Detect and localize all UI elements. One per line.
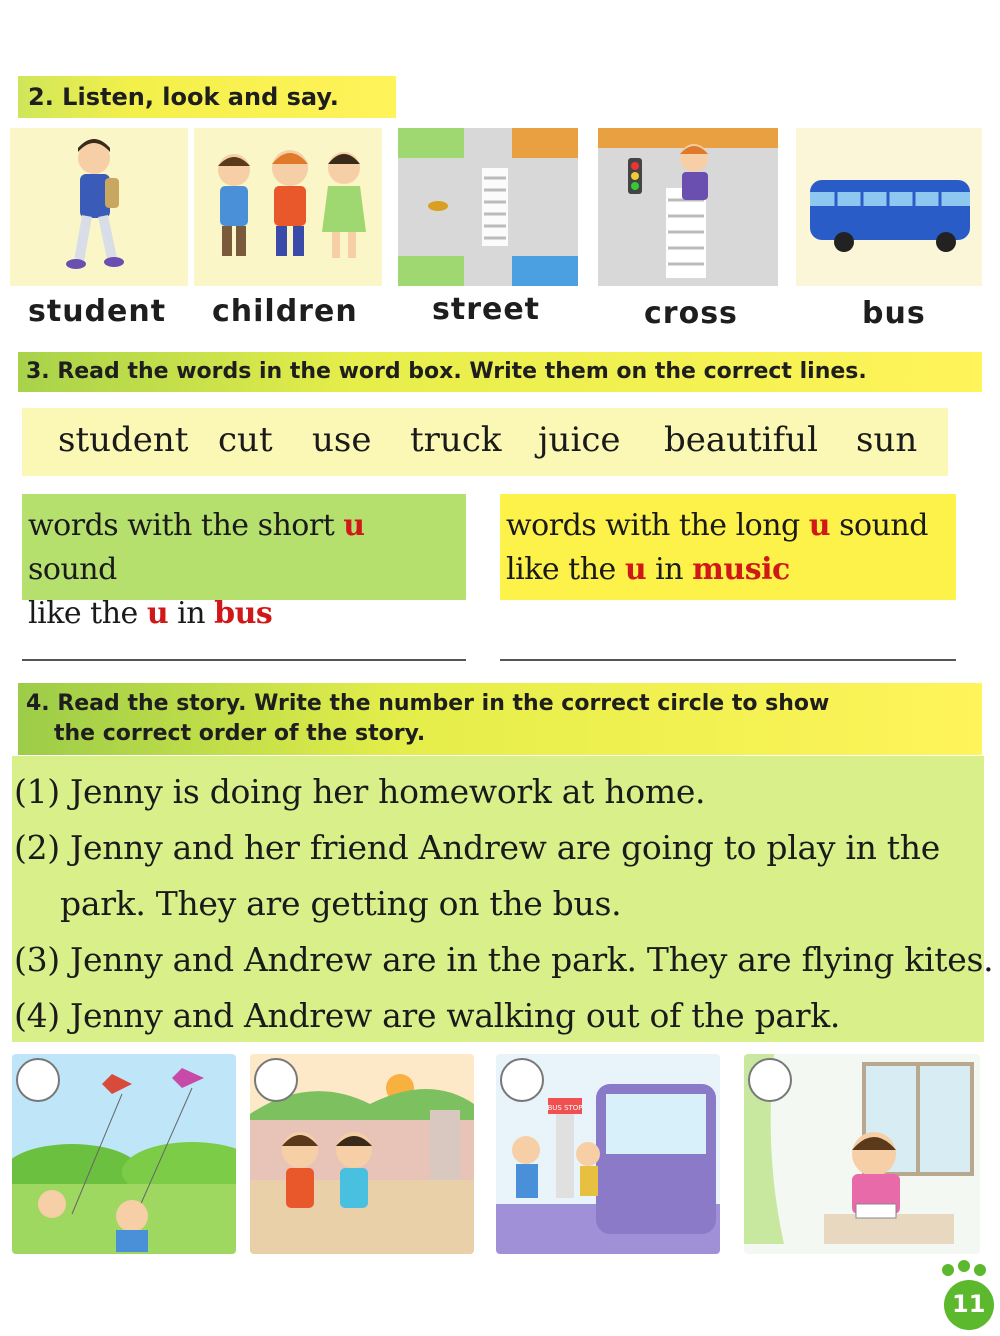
scene-walking-out-of-park (250, 1054, 474, 1254)
children-picture (194, 128, 382, 286)
long-u-line-2: like the u in music (506, 552, 790, 587)
short-u-answer-line[interactable] (22, 659, 466, 661)
long-u-line-1: words with the long u sound (506, 508, 928, 543)
story-line-2-continued: park. They are getting on the bus. (60, 884, 622, 923)
order-circle[interactable] (748, 1058, 792, 1102)
section-2-header: 2. Listen, look and say. (18, 76, 396, 118)
story-line-4: (4) Jenny and Andrew are walking out of the park. (14, 996, 841, 1035)
word-box-item: juice (538, 420, 621, 460)
section-4-header-line-1: 4. Read the story. Write the number in the correct circle to show (26, 691, 830, 716)
short-u-line-2: like the u in bus (28, 596, 273, 631)
order-circle[interactable] (500, 1058, 544, 1102)
long-u-answer-line[interactable] (500, 659, 956, 661)
word-box-item: use (312, 420, 372, 460)
bus-stop-sign-text: BUS STOP (547, 1104, 583, 1112)
story-line-2: (2) Jenny and her friend Andrew are going to play in the (14, 828, 940, 867)
page-number: 11 (952, 1290, 986, 1318)
word-box-item: truck (410, 420, 502, 460)
section-3-header: 3. Read the words in the word box. Write them on the correct lines. (18, 352, 982, 392)
scene-doing-homework (744, 1054, 980, 1254)
vocab-word-student: student (28, 294, 167, 329)
vocab-word-children: children (212, 294, 358, 329)
order-circle[interactable] (254, 1058, 298, 1102)
short-u-line-1: words with the short u sound (28, 508, 365, 587)
order-circle[interactable] (16, 1058, 60, 1102)
word-box-item: sun (856, 420, 918, 460)
word-box-item: beautiful (664, 420, 818, 460)
page-number-badge (938, 1260, 996, 1332)
word-box-item: student (58, 420, 189, 460)
vocab-word-cross: cross (644, 296, 738, 331)
bus-picture (796, 128, 982, 286)
story-line-1: (1) Jenny is doing her homework at home. (14, 772, 706, 811)
vocab-word-street: street (432, 292, 541, 327)
street-picture (398, 128, 578, 286)
cross-picture (598, 128, 778, 286)
section-4-header-line-2: the correct order of the story. (54, 721, 426, 746)
story-line-3: (3) Jenny and Andrew are in the park. They are flying kites. (14, 940, 994, 979)
scene-getting-on-bus (496, 1054, 720, 1254)
student-picture (10, 128, 188, 286)
short-u-category-box (22, 494, 466, 631)
word-box-item: cut (218, 420, 273, 460)
vocab-word-bus: bus (862, 296, 926, 331)
section-4-header (18, 683, 982, 755)
long-u-category-box (500, 494, 956, 600)
scene-flying-kites (12, 1054, 236, 1254)
